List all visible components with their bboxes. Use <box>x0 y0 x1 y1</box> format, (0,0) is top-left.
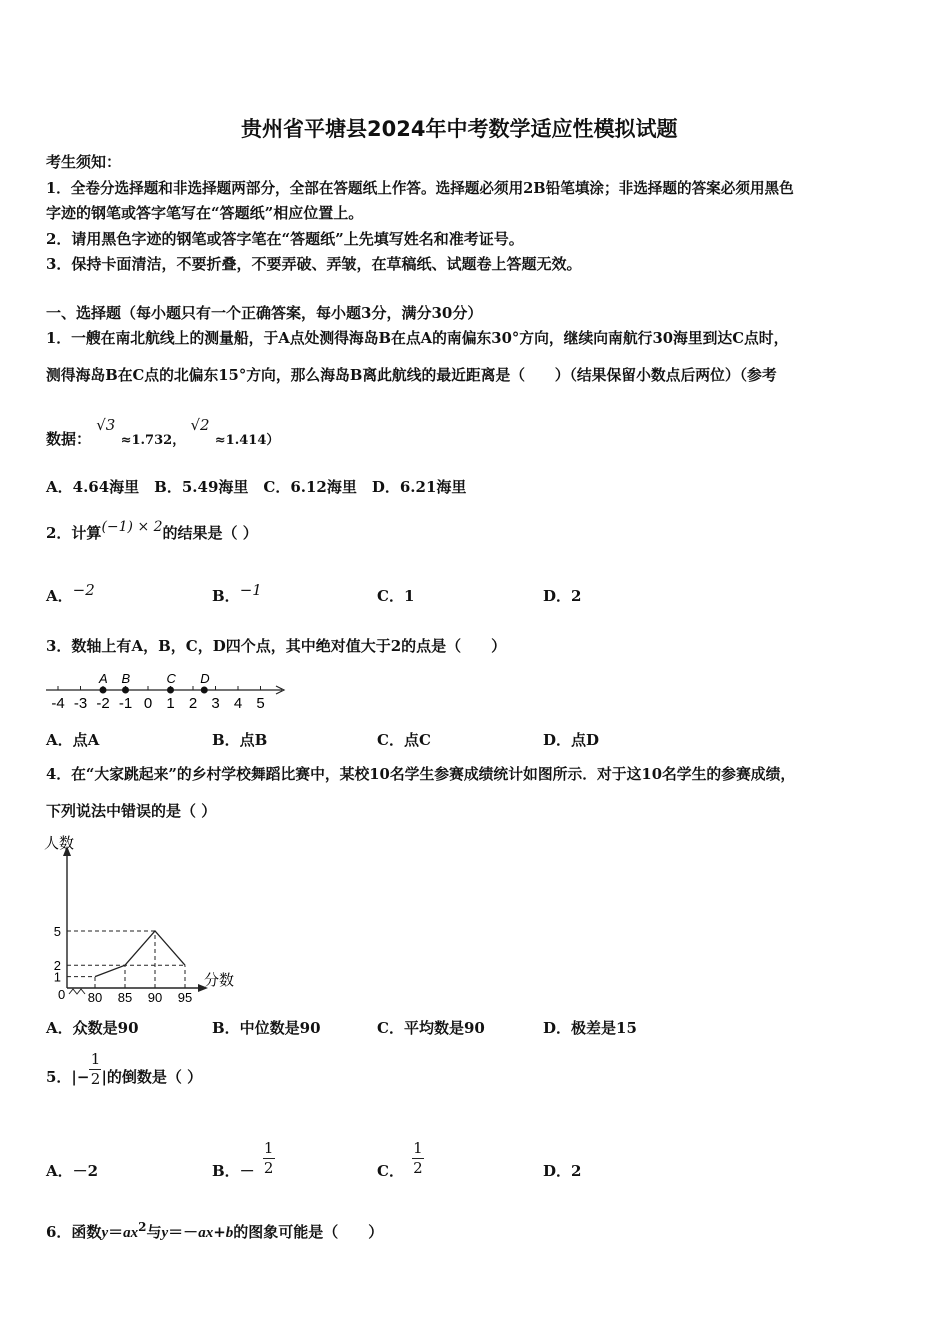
number-line-tick-label: 2 <box>188 695 198 712</box>
notice-heading: 考生须知： <box>46 153 122 171</box>
q5-option-c-num: 1 <box>413 1139 423 1157</box>
chart-y-tick-label: 1 <box>53 969 61 985</box>
q2-option-c: C．1 <box>377 587 415 605</box>
chart-origin: 0 <box>58 987 66 1002</box>
q3-option-d: D．点D <box>543 731 600 749</box>
q6-var-b: b <box>225 1225 234 1241</box>
q1-line1: 1．一艘在南北航线上的测量船，于A点处测得海岛B在点A的南偏东30°方向，继续向南航行30海里到达C点时， <box>46 330 789 347</box>
number-line-tick-label: -2 <box>96 695 110 712</box>
q3-option-b: B．点B <box>212 731 268 749</box>
chart-series-line <box>95 931 185 977</box>
q5-fraction <box>89 1052 101 1087</box>
number-line-tick-label: 5 <box>256 695 265 712</box>
q2-option-d: D．2 <box>543 587 582 605</box>
number-line-tick-label: 1 <box>166 695 175 712</box>
q5-option-a: A．－2 <box>46 1162 99 1180</box>
score-chart <box>40 828 250 1006</box>
q1-approx2: ≈1.414） <box>214 433 280 448</box>
number-line-point <box>100 687 107 694</box>
q5-frac-num: 1 <box>90 1050 101 1068</box>
q4-option-b: B．中位数是90 <box>212 1019 321 1037</box>
notice-item-1: 1．全卷分选择题和非选择题两部分，全部在答题纸上作答。选择题必须用2B铅笔填涂；非选择题的答案必须用黑色 <box>46 180 794 197</box>
q1-options: A．4.64海里 B．5.49海里 C．6.12海里 D．6.21海里 <box>46 478 467 496</box>
q3-stem: 3．数轴上有A，B，C，D四个点，其中绝对值大于2的点是（ ） <box>46 637 507 655</box>
number-line-point-label: D <box>200 671 210 686</box>
q2-option-b-label: B． <box>212 587 240 605</box>
q2-expression: (−1) × 2 <box>101 519 163 535</box>
q2-option-b-value: −1 <box>239 581 262 599</box>
q5-option-d: D．2 <box>543 1162 582 1180</box>
q1-line2: 测得海岛B在C点的北偏东15°方向，那么海岛B离此航线的最近距离是（ ）（结果保留小数点后两位）（参考 <box>46 367 777 384</box>
number-line-point-label: B <box>121 671 131 686</box>
q4-option-d: D．极差是15 <box>543 1019 637 1037</box>
q5-option-b-label: B．－ <box>212 1162 255 1180</box>
q2-prefix: 2．计算 <box>46 524 102 542</box>
q6-mid: 与 <box>146 1223 162 1241</box>
q2-option-a <box>46 581 95 606</box>
chart-x-tick-label: 95 <box>177 990 193 1005</box>
q6-ax1: ax <box>123 1225 139 1241</box>
q5-stem <box>46 1052 202 1087</box>
sqrt3-formula: √3 <box>96 416 116 434</box>
number-line-tick-label: -1 <box>118 695 133 712</box>
q6-eq2: ＝－ <box>168 1223 199 1241</box>
q6-var-y2: y <box>161 1225 169 1241</box>
chart-x-tick-label: 80 <box>87 990 103 1005</box>
q6-eq1: ＝ <box>108 1223 124 1241</box>
number-line-point-label: A <box>99 671 108 686</box>
notice-item-1-cont: 字迹的钢笔或答字笔写在“答题纸”相应位置上。 <box>46 204 364 222</box>
q6-stem <box>46 1220 383 1242</box>
q5-option-b <box>212 1136 275 1181</box>
q1-ref-prefix: 数据： <box>46 430 92 448</box>
number-line-point <box>122 687 129 694</box>
chart-x-tick-label: 85 <box>117 990 133 1005</box>
number-line-tick-label: -4 <box>51 695 65 712</box>
q4-option-a: A．众数是90 <box>46 1019 139 1037</box>
q4-line1: 4．在“大家跳起来”的乡村学校舞蹈比赛中，某校10名学生参赛成绩统计如图所示．对于这10名学生的参赛成绩， <box>46 766 796 783</box>
q1-approx3: ≈1.732， <box>120 433 186 448</box>
x-axis-label: 分数 <box>204 972 235 989</box>
number-line-point-label: C <box>166 671 176 686</box>
q3-option-a: A．点A <box>46 731 100 749</box>
q4-option-c: C．平均数是90 <box>377 1019 485 1037</box>
notice-item-2: 2．请用黑色字迹的钢笔或答字笔在“答题纸”上先填写姓名和准考证号。 <box>46 230 524 248</box>
q5-option-b-num: 1 <box>263 1139 274 1157</box>
y-axis-label: 人数 <box>44 835 75 852</box>
q5-option-c-den: 2 <box>413 1159 423 1177</box>
q5-option-c-fraction <box>412 1141 424 1176</box>
number-line-point <box>201 687 208 694</box>
q5-option-c-label: C． <box>377 1162 404 1180</box>
chart-y-tick-label: 5 <box>53 924 61 939</box>
number-line-tick-label: -3 <box>73 695 88 712</box>
number-line-point <box>167 687 174 694</box>
notice-item-3: 3．保持卡面清洁，不要折叠，不要弄破、弄皱，在草稿纸、试题卷上答题无效。 <box>46 255 582 273</box>
chart-x-tick-label: 90 <box>147 990 163 1005</box>
q6-ax2: ax <box>198 1225 214 1241</box>
axis-break <box>69 989 85 994</box>
q5-option-c <box>377 1136 424 1181</box>
q2-suffix: 的结果是（ ） <box>162 524 258 542</box>
q6-var-y1: y <box>101 1225 109 1241</box>
q2-stem <box>46 519 258 543</box>
number-line-tick-label: 0 <box>143 695 153 712</box>
q6-plus: + <box>213 1223 226 1241</box>
q5-prefix: 5．|− <box>46 1068 90 1086</box>
q5-option-b-den: 2 <box>263 1159 274 1177</box>
q6-exponent: 2 <box>138 1220 147 1234</box>
number-line-tick-label: 4 <box>233 695 243 712</box>
q5-option-b-fraction <box>263 1141 275 1176</box>
q4-line2: 下列说法中错误的是（ ） <box>46 802 217 820</box>
q5-suffix: |的倒数是（ ） <box>101 1068 203 1086</box>
q6-suffix: 的图象可能是（ ） <box>233 1223 384 1241</box>
page-title: 贵州省平塘县2024年中考数学适应性模拟试题 <box>241 117 678 141</box>
q5-frac-den: 2 <box>90 1070 101 1088</box>
q1-reference-data <box>46 416 280 449</box>
section-heading: 一、选择题（每小题只有一个正确答案，每小题3分，满分30分） <box>46 304 483 322</box>
sqrt2-formula: √2 <box>190 416 210 434</box>
number-line <box>44 667 289 713</box>
number-line-tick-label: 3 <box>211 695 220 712</box>
q2-option-a-label: A． <box>46 587 73 605</box>
q2-option-a-value: −2 <box>72 581 95 599</box>
q6-prefix: 6．函数 <box>46 1223 102 1241</box>
chart-y-tick-label: 2 <box>53 958 61 974</box>
q3-option-c: C．点C <box>377 731 431 749</box>
q2-option-b <box>212 581 262 606</box>
